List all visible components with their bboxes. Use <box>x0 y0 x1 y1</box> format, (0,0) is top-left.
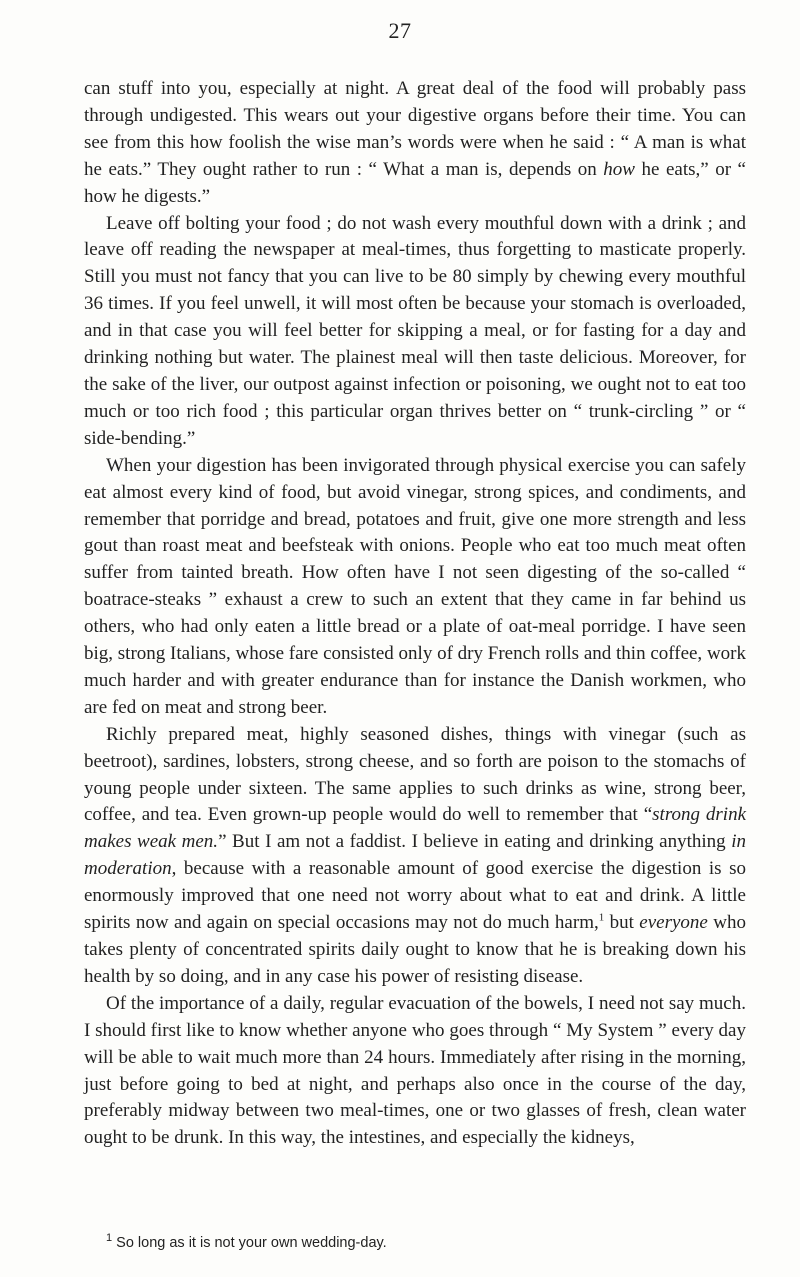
italic-text: in moderation <box>84 831 746 880</box>
text-run: can stuff into you, especially at night. A great deal of the food will probably pass through undigested. This wears out your digestive organs before their time. You can see from this how foolish the wise man’s words were when he said : “ A man is what he eats.” They ought rather to run : “ What a man is, depends on <box>84 78 746 180</box>
paragraph <box>84 722 746 991</box>
page-number: 27 <box>388 18 412 43</box>
footnote-reference: 1 <box>598 911 605 924</box>
body-text <box>84 76 746 1152</box>
text-run: he eats,” or “ how he digests.” <box>84 158 746 207</box>
footnote-mark: 1 <box>106 1232 113 1245</box>
text-run: Of the importance of a daily, regular evacuation of the bowels, I need not say much. I should first like to know whether anyone who goes through “ My System ” every day will be able to wait much more than 24 hours. Immediately after rising in the morning, just before going to bed at night, and perhaps also once in the course of the day, preferably midway between two meal-times, one or two glasses of fresh, clean water ought to be drunk. In this way, the intestines, and especially the kidneys, <box>84 992 746 1149</box>
text-run: ” But I am not a faddist. I believe in eating and drinking anything <box>218 831 732 853</box>
italic-text: everyone <box>639 912 708 934</box>
text-run: Leave off bolting your food ; do not wash every mouthful down with a drink ; and leave off reading the newspaper at meal-times, thus forgetting to masticate properly. Still you must not fancy that you can live to be 80 simply by chewing every mouthful 36 times. If you feel unwell, it will most often be because your stomach is overloaded, and in that case you will feel better for skipping a meal, or for fasting for a day and drinking nothing but water. The plainest meal will then taste delicious. Moreover, for the sake of the liver, our outpost against infection or poisoning, we ought not to eat too much or too rich food ; this particular organ thrives better on “ trunk-circling ” or “ side-bending.” <box>84 212 746 449</box>
footnote-text: So long as it is not your own wedding-day. <box>116 1235 387 1251</box>
paragraph <box>84 211 746 453</box>
paragraph <box>84 76 746 211</box>
paragraph <box>84 991 746 1152</box>
italic-text: strong drink makes weak men. <box>84 804 746 853</box>
text-run: Richly prepared meat, highly seasoned dishes, things with vinegar (such as beetroot), sardines, lobsters, strong cheese, and so forth are poison to the stomachs of young people under sixteen. The same applies to such drinks as wine, strong beer, coffee, and tea. Even grown-up people would do well to remember that “ <box>84 723 746 826</box>
footnote <box>84 1233 746 1253</box>
text-run: but <box>604 912 640 934</box>
text-run: When your digestion has been invigorated through physical exercise you can safely eat almost every kind of food, but avoid vinegar, strong spices, and condiments, and remember that porridge and bread, potatoes and fruit, give one more strength and less gout than roast meat and beefsteak with onions. People who eat too much meat often suffer from tainted breath. How often have I not seen digesting of the so-called “ boatrace-steaks ” exhaust a crew to such an extent that they came in far behind us others, who had only eaten a little bread or a plate of oat-meal porridge. I have seen big, strong Italians, whose fare consisted only of dry French rolls and thin coffee, work much harder and with greater endurance than for instance the Danish workmen, who are fed on meat and strong beer. <box>84 454 746 718</box>
text-run: , because with a reasonable amount of good exercise the digestion is so enormously improved that one need not worry about what to eat and drink. A little spirits now and again on special occasions may not do much harm, <box>84 858 746 934</box>
paragraph <box>84 453 746 722</box>
text-run: who takes plenty of concentrated spirits daily ought to know that he is breaking down his health by so doing, and in any case his power of resisting disease. <box>84 912 746 987</box>
italic-text: how <box>603 158 635 180</box>
